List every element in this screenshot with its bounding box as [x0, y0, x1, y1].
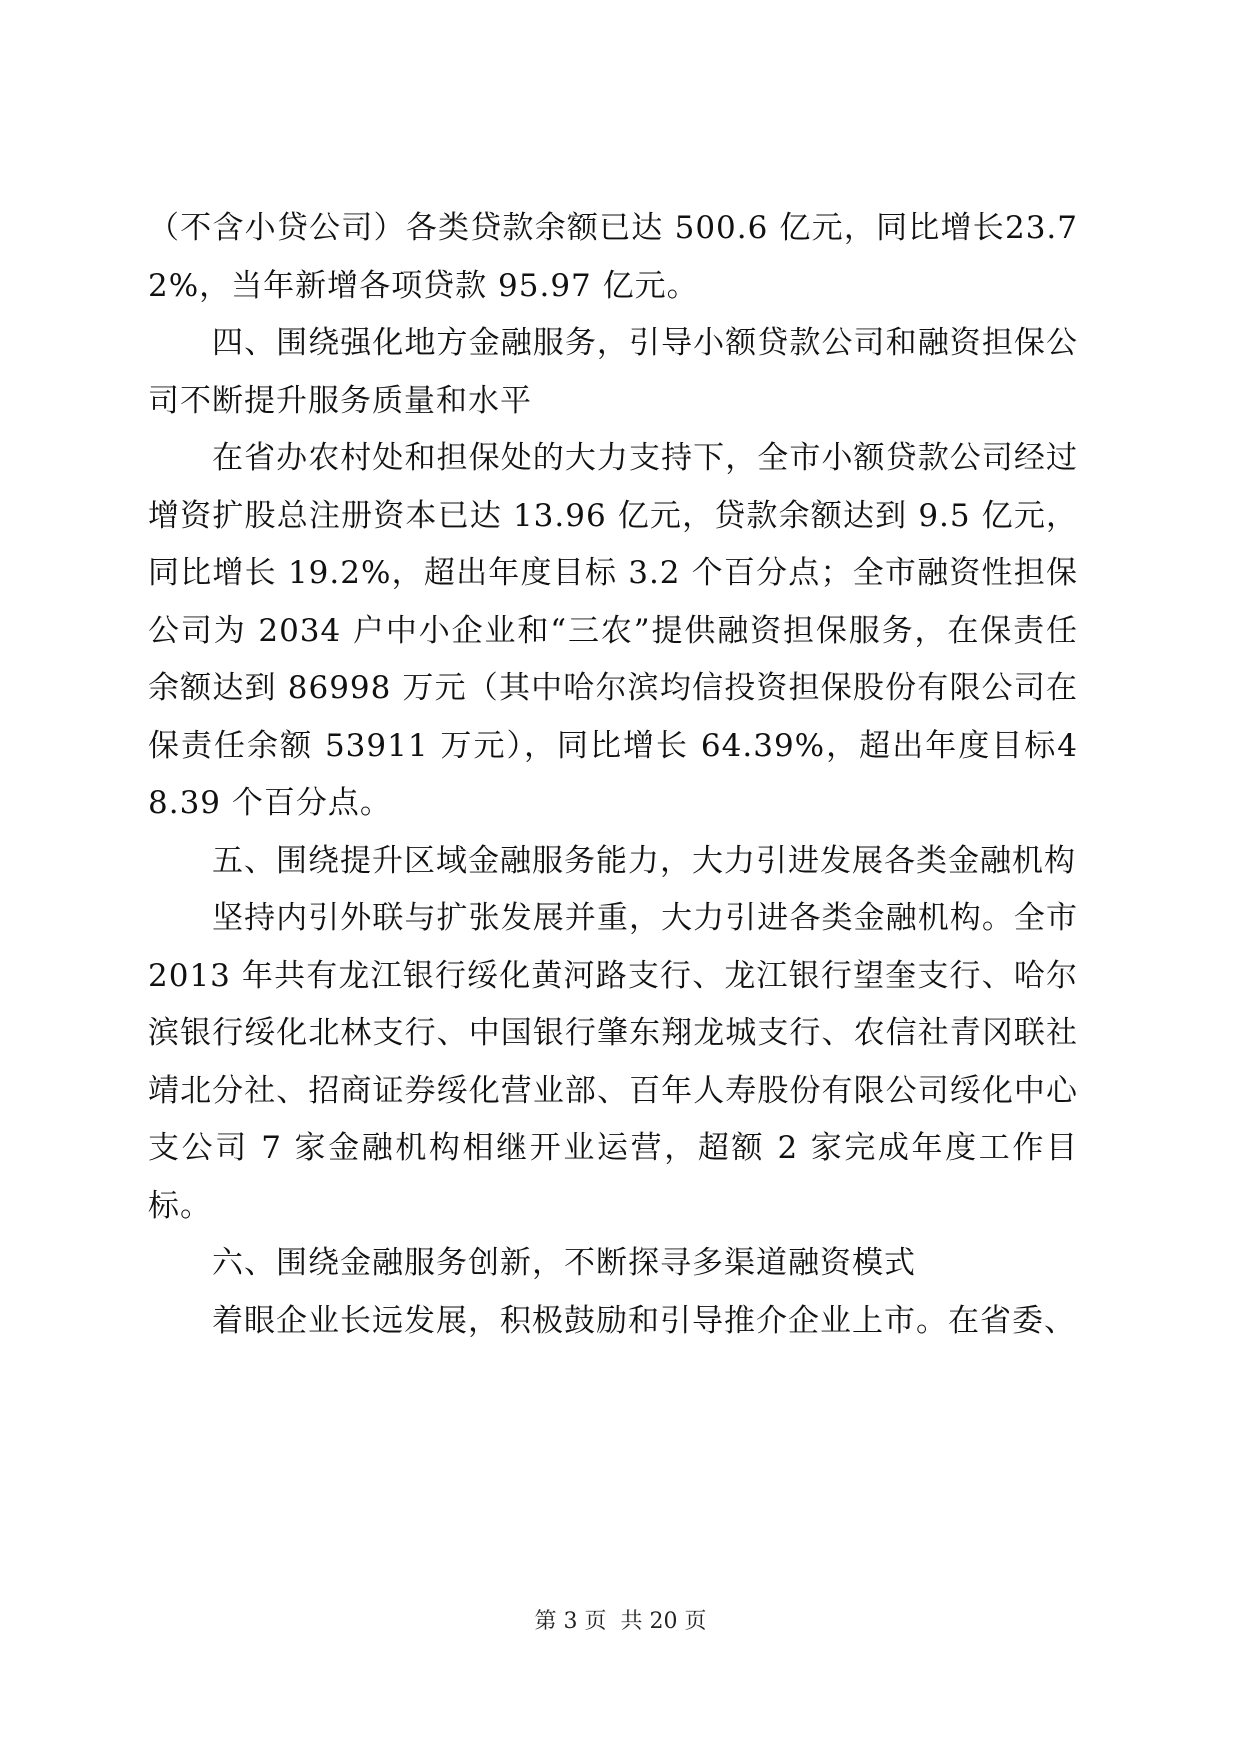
heading-section-six: 六、围绕金融服务创新，不断探寻多渠道融资模式 [212, 1245, 916, 1281]
document-body [148, 200, 1078, 1350]
paragraph-loan-balance: （不含小贷公司）各类贷款余额已达 500.6 亿元，同比增长23.72%，当年新增各项贷款 95.97 亿元。 [148, 210, 1078, 304]
page-number: 第 3 页 [534, 1609, 607, 1634]
page-footer [0, 1607, 1241, 1637]
paragraph-microloan-guarantee: 在省办农村处和担保处的大力支持下，全市小额贷款公司经过增资扩股总注册资本已达 13.96 亿元，贷款余额达到 9.5 亿元，同比增长 19.2%，超出年度目标 3.2 个百分点；全市融资性担保公司为 2034 户中小企业和“三农”提供融资担保服务，在保责任余额达到 86998 万元（其中哈尔滨均信投资担保股份有限公司在保责任余额 53911 万元），同比增长 64.39%，超出年度目标48.39 个百分点。 [148, 440, 1078, 821]
heading-section-five: 五、围绕提升区域金融服务能力，大力引进发展各类金融机构 [212, 842, 1076, 879]
paragraph-listing-guidance: 着眼企业长远发展，积极鼓励和引导推介企业上市。在省委、 [212, 1302, 1076, 1339]
page-total: 共 20 页 [620, 1609, 707, 1634]
paragraph-financial-institutions: 坚持内引外联与扩张发展并重，大力引进各类金融机构。全市 2013 年共有龙江银行绥化黄河路支行、龙江银行望奎支行、哈尔滨银行绥化北林支行、中国银行肇东翔龙城支行、农信社青冈联社靖北分社、招商证券绥化营业部、百年人寿股份有限公司绥化中心支公司 7 家金融机构相继开业运营，超额 2 家完成年度工作目标。 [148, 900, 1078, 1224]
heading-section-four: 四、围绕强化地方金融服务，引导小额贷款公司和融资担保公司不断提升服务质量和水平 [148, 325, 1078, 419]
